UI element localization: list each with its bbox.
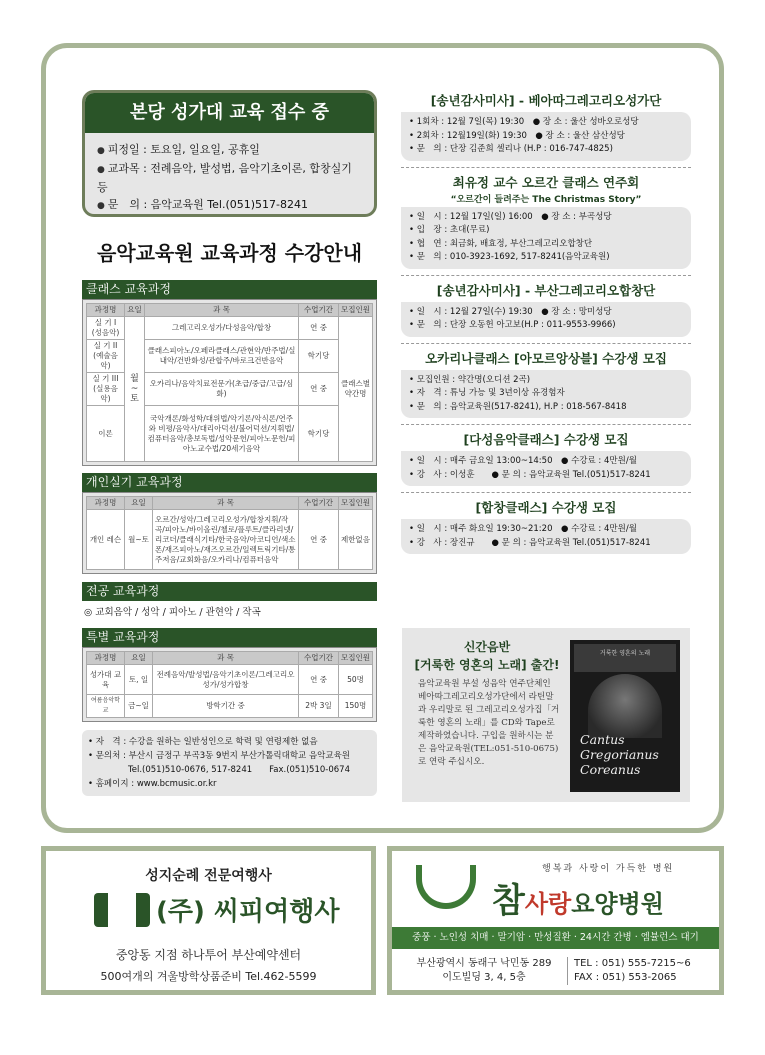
hospital-name-part: 요양병원 [571,890,664,918]
col-header: 요일 [125,304,145,317]
table-cell: 연 중 [299,317,339,340]
section-major: 전공 교육과정 [82,582,377,601]
cover-title: 거룩한 영혼의 노래 [574,644,676,672]
table-cell: 그레고리오성가/다성음악/합창 [145,317,299,340]
table-cell: 실 기 III (실용음악) [87,373,125,406]
section-special: 특별 교육과정 [82,628,377,647]
event-block [401,90,691,161]
event-block [401,497,691,554]
event-details [401,519,691,554]
event-details [401,451,691,486]
col-header: 과 목 [153,497,299,510]
note-line: • 홈페이지 : www.bcmusic.or.kr [88,779,217,789]
latin-line: Gregorianus [580,747,659,762]
event-block [401,429,691,486]
table-cell: 오카리나/음악치료전문가(초급/중급/고급/심화) [145,373,299,406]
event-details [401,370,691,419]
cover-art [588,674,662,738]
col-header: 요일 [125,497,153,510]
divider [401,275,691,276]
col-header: 모집인원 [339,304,373,317]
col-header: 수업기간 [299,652,339,665]
table-cell: 클래스별 약간명 [339,317,373,462]
event-line: • 자 격 : 튜닝 가능 및 3년이상 유경험자 [409,387,683,401]
col-header: 수업기간 [299,497,339,510]
table-cell: 연 중 [299,510,339,570]
special-table [82,647,377,722]
event-line: • 입 장 : 초대(무료) [409,224,683,238]
table-cell: 여름음악학교 [87,695,125,718]
table-cell: 전례음악/발성법/음악기초이론/그레고리오성가/성가합창 [153,665,299,695]
table-cell: 개인 레슨 [87,510,125,570]
event-block [401,172,691,269]
event-title: [송년감사미사] - 부산그레고리오합창단 [436,282,656,298]
album-label: 신간음반 [463,640,511,654]
event-line: • 일 시 : 12월 27일(수) 19:30 ● 장 소 : 망미성당 [409,306,683,320]
table-cell: 연 중 [299,373,339,406]
table-cell: 방학기간 중 [153,695,299,718]
travel-ad [41,846,376,995]
table-cell: 성가대 교육 [87,665,125,695]
table-cell: 50명 [339,665,373,695]
notice-item: ● 피정일 : 토요일, 일요일, 공휴일 [97,141,362,160]
table-cell: 실 기 I (성음악) [87,317,125,340]
section-class: 클래스 교육과정 [82,280,377,299]
note-line: • 문의처 : 부산시 금정구 부곡3동 9번지 부산가톨릭대학교 음악교육원 [88,751,351,761]
table-cell: 금~일 [125,695,153,718]
event-line: • 일 시 : 12월 17일(일) 16:00 ● 장 소 : 부곡성당 [409,211,683,225]
table-cell: 학기당 [299,406,339,462]
note-line: • 자 격 : 수강을 원하는 일반성인으로 학력 및 연령제한 없음 [88,737,318,747]
event-block [401,280,691,337]
table-cell: 클래스피아노/오페라클래스/관현악/반주법/실내악/건반화성/관합주/바로크건반음악 [145,340,299,373]
travel-line1: 중앙동 지점 하나투어 부산예약센터 [115,948,302,962]
travel-line2: 500여개의 겨울방학상품준비 Tel.462-5599 [100,970,317,983]
divider [401,167,691,168]
event-line: • 2회차 : 12월19일(화) 19:30 ● 장 소 : 울산 삼산성당 [409,130,683,144]
event-block [401,348,691,419]
note-line: Tel.(051)510-0676, 517-8241 Fax.(051)510-0674 [128,765,350,775]
col-header: 모집인원 [339,497,373,510]
album-title: [거룩한 영혼의 노래] 출간! [414,658,560,672]
event-line: • 일 시 : 매주 금요일 13:00~14:50 ● 수강료 : 4만원/월 [409,455,683,469]
event-line: • 모집인원 : 약간명(오디션 2곡) [409,374,683,388]
event-title: 오카리나클래스 [아모르앙상블] 수강생 모집 [425,350,667,366]
col-header: 수업기간 [299,304,339,317]
col-header: 과정명 [87,652,125,665]
hospital-name-part: 참 [492,881,525,921]
address-line: 부산광역시 동래구 낙민동 289 [416,958,552,969]
latin-line: Cantus [580,732,625,747]
hospital-fax: FAX : 051) 553-2065 [574,972,677,983]
event-line: • 문 의 : 010-3923-1692, 517-8241(음악교육원) [409,251,683,265]
table-cell: 국악개론/화성학/대위법/악기론/악식론/연주와 비평/음악사/대리아덕션/불어덕션/지휘법/컴퓨터음악/총보독법/성악문헌/피아노문헌/피아노교수법/20세기음악 [145,406,299,462]
hospital-address [404,957,564,985]
col-header: 과 목 [145,304,299,317]
address-line: 이도빌딩 3, 4, 5층 [442,972,526,983]
table-cell: 월~토 [125,510,153,570]
notice-item: ● 문 의 : 음악교육원 Tel.(051)517-8241 [97,196,362,215]
section-private: 개인실기 교육과정 [82,473,377,492]
event-details [401,207,691,269]
table-cell: 학기당 [299,340,339,373]
private-table [82,492,377,574]
table-cell: 월 ~ 토 [125,317,145,462]
event-details [401,302,691,337]
table-cell: 2박 3일 [299,695,339,718]
latin-line: Coreanus [580,762,641,777]
divider [401,492,691,493]
notice-title: 본당 성가대 교육 접수 중 [85,93,374,133]
travel-name: (주) 씨피여행사 [156,897,340,927]
col-header: 과정명 [87,304,125,317]
event-line: • 1회차 : 12월 7일(목) 19:30 ● 장 소 : 울산 성바오로성당 [409,116,683,130]
left-column [82,90,377,796]
event-title: 최유정 교수 오르간 클래스 연주회 [452,174,640,190]
table-cell: 오르간/성악/그레고리오성가/합창지휘/작곡/피아노/바이올린/첼로/플루트/클라리넷/리코더/클래식기타/한국음악/아코디언/색소폰/재즈피아노/재즈오르간/일렉트릭기타/통주저음/교회화음/오카리나/컴퓨터음악 [153,510,299,570]
travel-logo-icon [94,893,150,927]
event-title: [합창클래스] 수강생 모집 [475,500,617,515]
event-line: • 협 연 : 최금화, 배효정, 부산그레고리오합창단 [409,238,683,252]
col-header: 과 목 [153,652,299,665]
page-title: 음악교육원 교육과정 수강안내 [96,241,363,265]
hospital-ad [387,846,724,995]
major-items: ◎ 교회음악 / 성악 / 피아노 / 관현악 / 작곡 [84,607,261,618]
choir-notice [82,90,377,217]
hospital-slogan: 행복과 사랑이 가득한 병원 [542,864,675,874]
hospital-name [492,873,664,922]
divider [401,343,691,344]
right-column [401,90,691,554]
travel-tagline: 성지순례 전문여행사 [145,868,272,884]
album-cover [570,640,680,792]
table-cell: 토, 일 [125,665,153,695]
table-cell: 이론 [87,406,125,462]
event-subtitle: “오르간이 들려주는 The Christmas Story” [450,194,642,205]
notice-item: ● 교과목 : 전례음악, 발성법, 음악기초이론, 합창실기 등 [97,160,362,196]
col-header: 모집인원 [339,652,373,665]
hospital-tel: TEL : 051) 555-7215~6 [574,958,691,969]
hospital-name-part: 사랑 [524,890,572,918]
hospital-logo-icon [416,865,476,909]
hospital-contact [567,957,691,985]
hospital-services: 중풍 · 노인성 치매 · 말기암 · 만성질환 · 24시간 간병 · 엠뷸런스 대기 [392,927,719,949]
event-details [401,112,691,161]
table-cell: 실 기 II (예술음악) [87,340,125,373]
event-line: • 문 의 : 음악교육원(517-8241), H.P : 018-567-8418 [409,401,683,415]
cover-latin [580,732,659,777]
col-header: 과정명 [87,497,125,510]
table-cell: 150명 [339,695,373,718]
event-title: [송년감사미사] - 베아따그레고리오성가단 [430,93,662,108]
event-line: • 강 사 : 장진규 ● 문 의 : 음악교육원 Tel.(051)517-8241 [409,537,683,551]
event-line: • 일 시 : 매주 화요일 19:30~21:20 ● 수강료 : 4만원/월 [409,523,683,537]
col-header: 요일 [125,652,153,665]
event-line: • 강 사 : 이성훈 ● 문 의 : 음악교육원 Tel.(051)517-8241 [409,469,683,483]
divider [401,424,691,425]
event-line: • 문 의 : 단장 김준희 셀리나 (H.P : 016-747-4825) [409,143,683,157]
table-cell: 연 중 [299,665,339,695]
event-title: [다성음악클래스] 수강생 모집 [463,432,629,447]
album-description: 음악교육원 부설 성음악 연주단체인 베아따그레고리오성가단에서 라틴말과 우리말로 된 그레고리오성가집「거룩한 영혼의 노래」를 CD와 Tape로 제작하였습니다. 구입을 원하시는 분은 음악교육원(TEL:051-510-0675)로 연락 주십시오. [418,679,560,767]
event-line: • 문 의 : 단장 오동헌 아고보(H.P : 011-9553-9966) [409,319,683,333]
album-promo [402,628,690,802]
class-table [82,299,377,466]
table-cell: 제한없음 [339,510,373,570]
notes-box [82,730,377,796]
